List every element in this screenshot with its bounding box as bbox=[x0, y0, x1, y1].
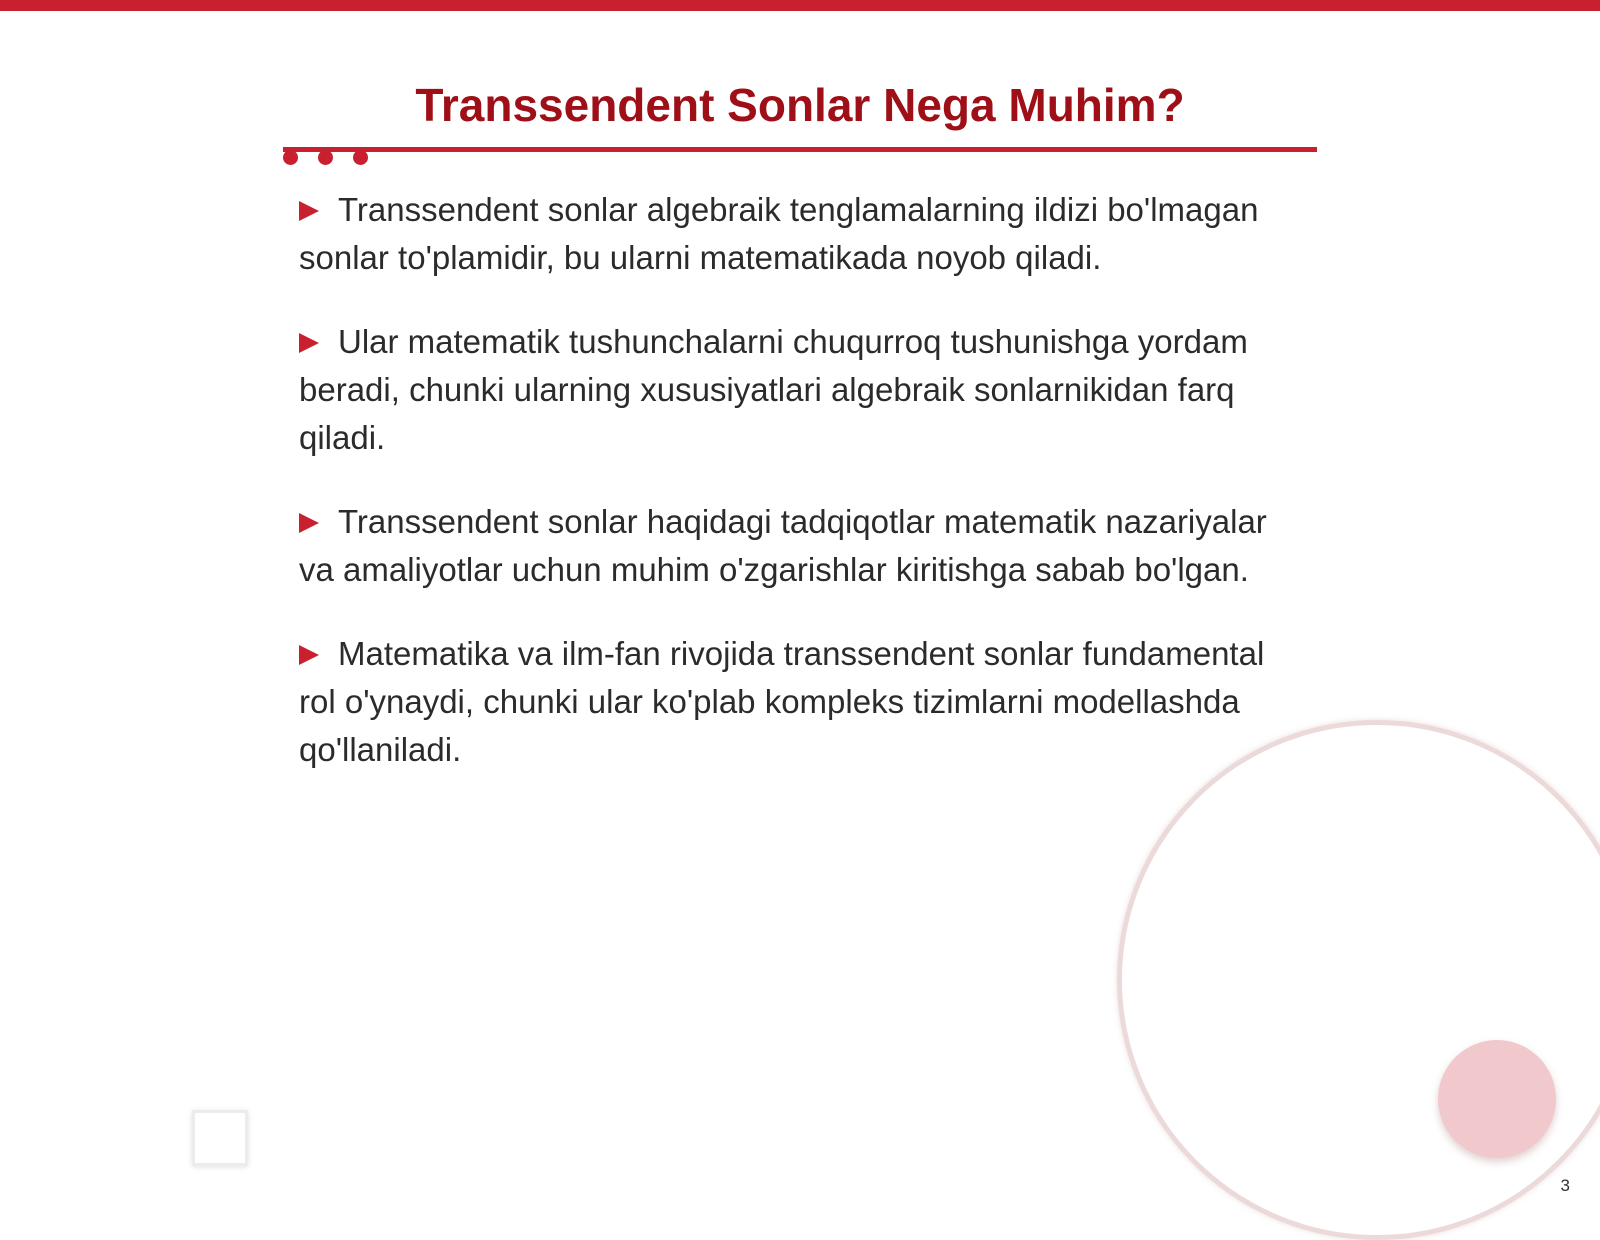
dot-icon bbox=[353, 150, 368, 165]
slide-number: 3 bbox=[1560, 1176, 1570, 1195]
triangle-right-icon bbox=[299, 201, 319, 221]
bullet-item bbox=[299, 318, 1309, 462]
slide-title: Transsendent Sonlar Nega Muhim? bbox=[415, 79, 1185, 131]
bullet-text: Matematika va ilm-fan rivojida transsendent sonlar fundamental rol o'ynaydi, chunki ular ko'plab kompleks tizimlarni modellashda qo'llaniladi. bbox=[299, 635, 1265, 768]
title-underline bbox=[283, 147, 1317, 152]
title-dots bbox=[283, 150, 373, 166]
bullet-text: Transsendent sonlar algebraik tenglamalarning ildizi bo'lmagan sonlar to'plamidir, bu ularni matematikada noyob qiladi. bbox=[299, 191, 1259, 276]
dot-icon bbox=[318, 150, 333, 165]
triangle-right-icon bbox=[299, 645, 319, 665]
triangle-right-icon bbox=[299, 513, 319, 533]
top-accent-bar bbox=[0, 0, 1600, 11]
bullet-text: Transsendent sonlar haqidagi tadqiqotlar matematik nazariyalar va amaliyotlar uchun muhim o'zgarishlar kiritishga sabab bo'lgan. bbox=[299, 503, 1267, 588]
dot-icon bbox=[283, 150, 298, 165]
bullet-text: Ular matematik tushunchalarni chuqurroq tushunishga yordam beradi, chunki ularning xususiyatlari algebraik sonlarnikidan farq qiladi. bbox=[299, 323, 1248, 456]
bullet-item bbox=[299, 498, 1309, 594]
bullet-list bbox=[299, 186, 1309, 810]
decorative-square bbox=[192, 1110, 248, 1166]
decorative-ring bbox=[1117, 720, 1600, 1240]
bullet-item bbox=[299, 630, 1309, 774]
decorative-circle bbox=[1438, 1040, 1556, 1158]
triangle-right-icon bbox=[299, 333, 319, 353]
bullet-item bbox=[299, 186, 1309, 282]
